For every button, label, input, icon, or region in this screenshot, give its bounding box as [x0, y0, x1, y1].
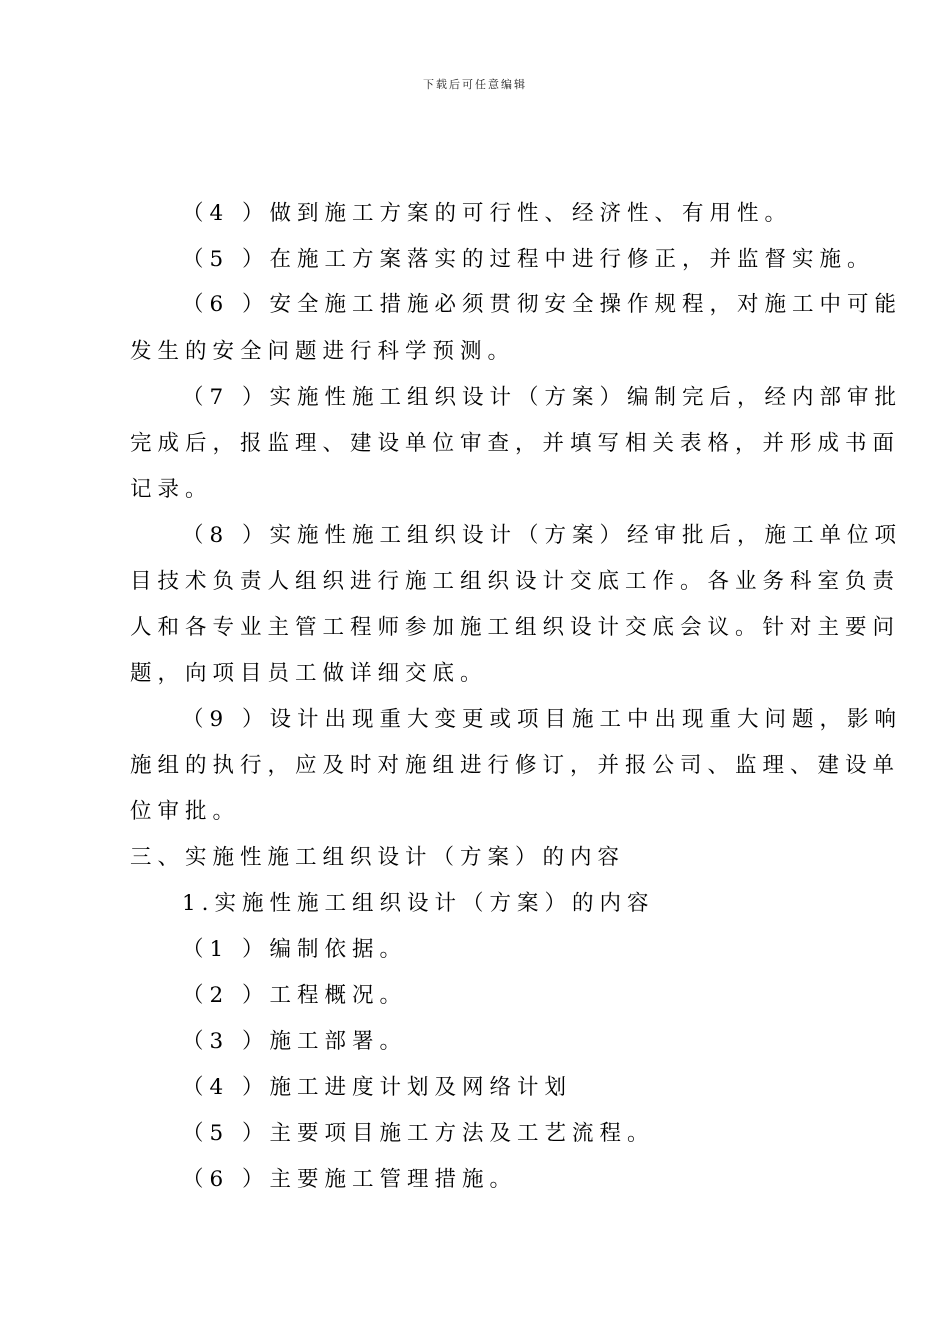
- section-heading: 三、实施性施工组织设计（方案）的内容: [130, 845, 626, 870]
- list-item: （1 ）编制依据。: [182, 937, 408, 962]
- paragraph-line: 人和各专业主管工程师参加施工组织设计交底会议。针对主要问: [130, 615, 901, 640]
- paragraph-line: （5 ）在施工方案落实的过程中进行修正，并监督实施。: [182, 247, 875, 272]
- paragraph-line: 记录。: [130, 477, 213, 502]
- paragraph-line: （9 ）设计出现重大变更或项目施工中出现重大问题，影响: [182, 707, 903, 732]
- paragraph-line: （7 ）实施性施工组织设计（方案）编制完后，经内部审批: [182, 385, 903, 410]
- list-item: （3 ）施工部署。: [182, 1029, 408, 1054]
- page-header: 下载后可任意编辑: [423, 78, 527, 91]
- list-item: （6 ）主要施工管理措施。: [182, 1167, 518, 1192]
- list-item: （2 ）工程概况。: [182, 983, 408, 1008]
- list-item: （4 ）施工进度计划及网络计划: [182, 1075, 573, 1100]
- paragraph-line: 位审批。: [130, 799, 241, 824]
- subsection-heading: 1.实施性施工组织设计（方案）的内容: [182, 891, 655, 916]
- paragraph-line: （6 ）安全施工措施必须贯彻安全操作规程，对施工中可能: [182, 292, 903, 317]
- paragraph-line: 施组的执行，应及时对施组进行修订，并报公司、监理、建设单: [130, 753, 901, 778]
- paragraph-line: 题，向项目员工做详细交底。: [130, 661, 488, 686]
- paragraph-line: （4 ）做到施工方案的可行性、经济性、有用性。: [182, 201, 793, 226]
- paragraph-line: 完成后，报监理、建设单位审查，并填写相关表格，并形成书面: [130, 431, 901, 456]
- paragraph-line: 发生的安全问题进行科学预测。: [130, 339, 516, 364]
- paragraph-line: 目技术负责人组织进行施工组织设计交底工作。各业务科室负责: [130, 569, 901, 594]
- list-item: （5 ）主要项目施工方法及工艺流程。: [182, 1121, 655, 1146]
- paragraph-line: （8 ）实施性施工组织设计（方案）经审批后，施工单位项: [182, 523, 903, 548]
